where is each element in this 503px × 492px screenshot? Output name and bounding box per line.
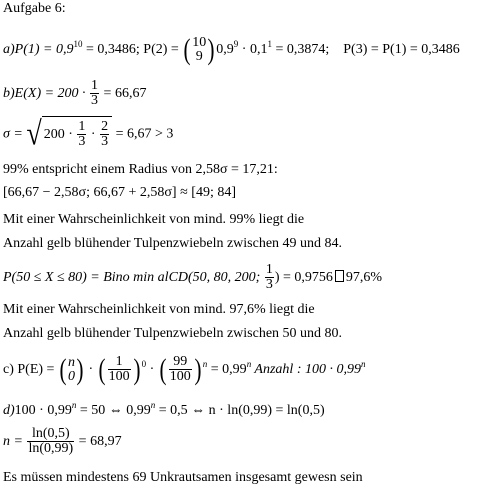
c-frac2 bbox=[169, 355, 192, 384]
interval-text: [66,67 − 2,58σ; 66,67 + 2,58σ] ≈ [49; 84] bbox=[3, 185, 236, 200]
frac-den: ln(0,99) bbox=[28, 441, 74, 457]
exp-n: n bbox=[202, 359, 208, 369]
p1-rhs: = 0,3486; P(2) = bbox=[82, 42, 183, 57]
frac-num: 1 bbox=[91, 78, 99, 94]
n-fraction bbox=[27, 427, 74, 456]
exp-zero: 0 bbox=[141, 359, 147, 369]
conclusion-text-2: Anzahl gelb blühender Tulpenzwiebeln zwischen 49 und 84. bbox=[3, 236, 343, 251]
sigma-frac1 bbox=[77, 120, 86, 149]
frac-den: 3 bbox=[91, 93, 99, 109]
binom-bottom: 0 bbox=[67, 368, 75, 384]
prob-rhs: ) = 0,9756 bbox=[274, 270, 333, 285]
n-lhs: n = bbox=[3, 434, 27, 449]
frac-num: ln(0,5) bbox=[31, 426, 70, 442]
expectation-line bbox=[3, 78, 146, 110]
n-rhs: = 68,97 bbox=[75, 434, 122, 449]
frac-den: 3 bbox=[101, 134, 109, 150]
p2-mid: 0,9 bbox=[216, 42, 234, 57]
part-c-label: c) P(E) = bbox=[3, 362, 58, 377]
d-eq1-exp: n bbox=[71, 400, 77, 410]
binomial-10-9 bbox=[192, 36, 206, 64]
part-a-label: a) bbox=[3, 42, 15, 57]
conclusion-text-1: Mit einer Wahrscheinlichkeit von mind. 99% liegt die bbox=[3, 212, 305, 227]
sqrt-inner: 200 · bbox=[43, 127, 77, 142]
anzahl-exp: n bbox=[361, 359, 366, 369]
binom-top: n bbox=[67, 354, 75, 370]
d-eq1-exp2: n bbox=[150, 400, 156, 410]
ex-lhs: E(X) = 200 · bbox=[14, 86, 90, 101]
d-eq1-rhs: = 0,5 ⇔ n · ln(0,99) = ln(0,5) bbox=[155, 403, 325, 418]
frac-num: 1 bbox=[78, 119, 86, 135]
d-eq1-mid: = 50 ⇔ 0,99 bbox=[76, 403, 151, 418]
sigma-frac2 bbox=[100, 120, 109, 149]
part-b-label: b) bbox=[3, 86, 15, 101]
paren-close: ) bbox=[207, 32, 215, 66]
missing-glyph-box bbox=[335, 270, 344, 282]
sqrt-content: 200 · $\frac{1}{3}$ · $\frac{2}{3}$ bbox=[42, 116, 112, 153]
n-solution-line bbox=[3, 426, 122, 458]
c-frac1 bbox=[108, 355, 131, 384]
one-third-fraction bbox=[90, 79, 99, 108]
task-title: Aufgabe 6: bbox=[3, 1, 66, 16]
p1-exp: 10 bbox=[73, 39, 83, 49]
frac-num: 1 bbox=[265, 262, 273, 278]
p2-exp2: 1 bbox=[267, 39, 272, 49]
sigma-line bbox=[3, 116, 173, 153]
p2-rhs: = 0,3874; bbox=[271, 42, 330, 57]
frac-num: 1 bbox=[115, 354, 123, 370]
paren-open: ( bbox=[183, 32, 191, 66]
frac-den: 100 bbox=[169, 369, 191, 385]
p3: P(3) = P(1) = 0,3486 bbox=[343, 42, 460, 57]
radius-text: 99% entspricht einem Radius von 2,58σ = 17,21: bbox=[3, 162, 278, 177]
probability-line bbox=[3, 262, 382, 294]
frac-den: 100 bbox=[108, 369, 130, 385]
binomial-n-0 bbox=[68, 356, 75, 384]
anzahl: Anzahl : 100 · 0,99 bbox=[251, 362, 361, 377]
frac-num: 99 bbox=[173, 354, 188, 370]
paren-close: ) bbox=[133, 352, 141, 386]
sqrt-sign: √ bbox=[26, 115, 42, 153]
paren-open: ( bbox=[98, 352, 106, 386]
binom-top: 10 bbox=[192, 34, 207, 50]
paren-close: ) bbox=[76, 352, 84, 386]
part-a-line bbox=[3, 30, 460, 70]
p2-exp1: 9 bbox=[233, 39, 239, 49]
paren-close: ) bbox=[194, 352, 202, 386]
c-rhs: = 0,99 bbox=[207, 362, 247, 377]
paren-open: ( bbox=[159, 352, 167, 386]
part-c-line: c) P(E) = ( n 0 ) · ( $\frac{1}{100}$ ) $^0$ · ( $\frac{99}{100}$ ) $^n = 0,99^n$ Anzahl : $100 \cdot 0,99^n$ bbox=[3, 352, 366, 386]
part-d-line bbox=[3, 400, 325, 419]
final-conclusion: Es müssen mindestens 69 Unkrautsamen insgesamt gewesn sein bbox=[3, 470, 363, 485]
sigma-rhs: = 6,67 > 3 bbox=[112, 126, 174, 142]
binom-bottom: 9 bbox=[195, 48, 203, 64]
conclusion-text-3: Mit einer Wahrscheinlichkeit von mind. 97,6% liegt die bbox=[3, 302, 315, 317]
frac-num: 2 bbox=[101, 119, 109, 135]
p2-dot: · 0,1 bbox=[238, 42, 268, 57]
conclusion-text-4: Anzahl gelb blühender Tulpenzwiebeln zwischen 50 und 80. bbox=[3, 326, 343, 341]
part-d-label: d) bbox=[3, 403, 15, 418]
prob-pct: 97,6% bbox=[345, 270, 383, 285]
frac-den: 3 bbox=[265, 277, 273, 293]
d-eq1: 100 · 0,99 bbox=[14, 403, 72, 418]
prob-lhs: P(50 ≤ X ≤ 80) = Bino min alCD(50, 80, 200; bbox=[3, 270, 264, 285]
frac-den: 3 bbox=[78, 134, 86, 150]
sigma-lhs: σ = bbox=[3, 126, 27, 142]
prob-fraction bbox=[265, 263, 274, 292]
c-rhs-exp: n bbox=[246, 359, 252, 369]
paren-open: ( bbox=[59, 352, 67, 386]
ex-rhs: = 66,67 bbox=[100, 86, 147, 101]
p1-lhs: P(1) = 0,9 bbox=[14, 42, 74, 57]
